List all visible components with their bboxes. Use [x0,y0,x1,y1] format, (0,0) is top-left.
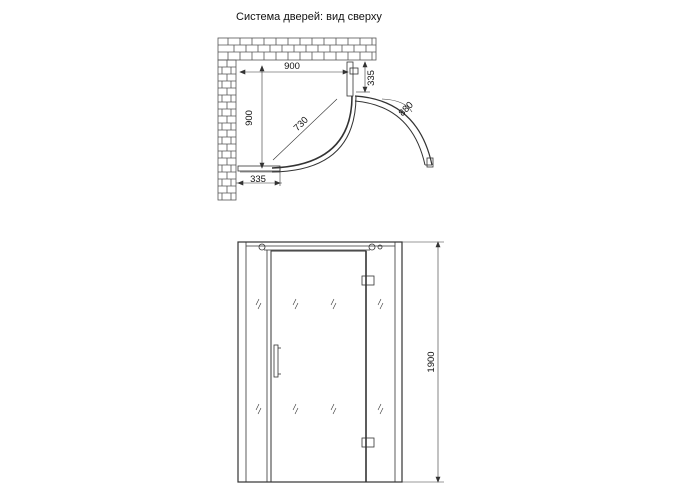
dim-side-panel-label: 335 [366,70,377,86]
dim-width-label: 900 [284,61,300,72]
height-dimension [402,242,444,482]
top-view [218,38,433,200]
dim-bottom-panel-label: 335 [250,174,266,185]
shower-enclosure-front [238,242,402,482]
dim-height-label: 1900 [426,351,437,373]
front-view [238,242,444,482]
diagram-title: Система дверей: вид сверху [236,11,382,23]
dim-door-arc-label: 880 [396,99,416,119]
dim-diagonal-label: 730 [291,114,311,134]
glass-reflection-marks [256,299,383,414]
dim-depth-label: 900 [244,110,255,126]
